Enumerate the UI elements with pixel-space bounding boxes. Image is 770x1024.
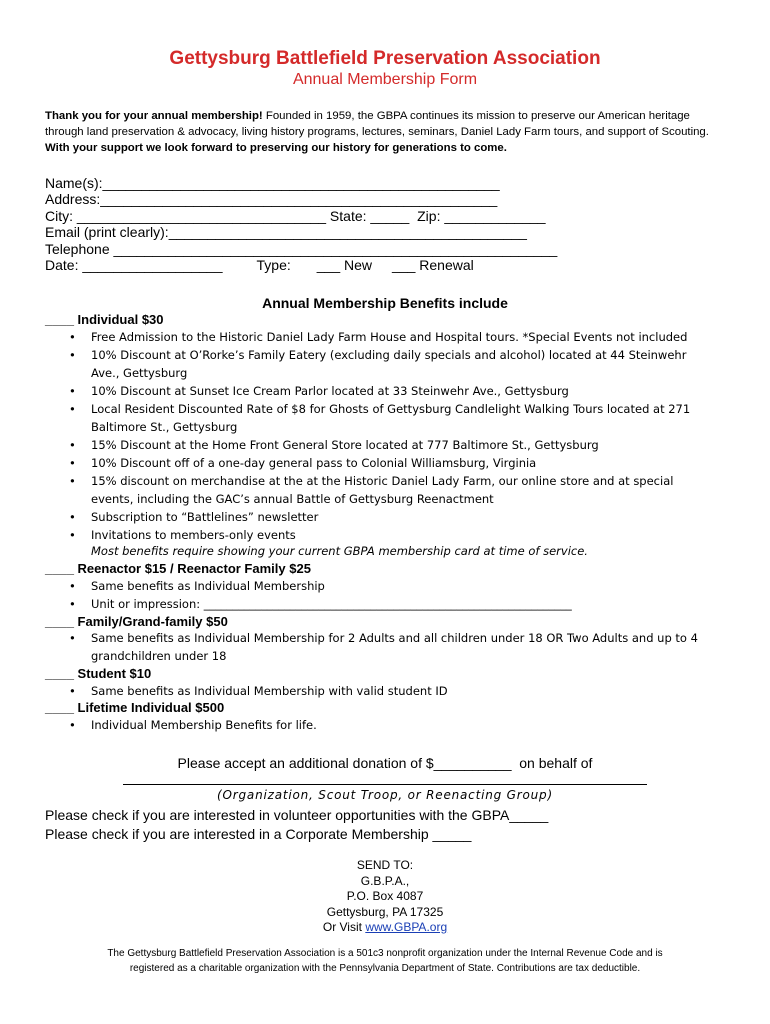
- date-field[interactable]: Date: __________________: [45, 256, 223, 273]
- reenactor-tier-option[interactable]: ____ Reenactor $15 / Reenactor Family $25: [45, 561, 311, 576]
- list-item: • Invitations to members-only events: [63, 526, 713, 544]
- organization-caption: (Organization, Scout Troop, or Reenacting Group): [217, 788, 553, 802]
- list-item: • Same benefits as Individual Membership for 2 Adults and all children under 18 OR Two Adults and up to 4 grandchildren under 18: [63, 629, 713, 665]
- student-benefits-list: [63, 682, 713, 700]
- page-title: Gettysburg Battlefield Preservation Association: [169, 48, 601, 69]
- intro-body: Founded in 1959, the GBPA continues its mission to preserve our American heritage through land preservation & advocacy, living history programs, lectures, seminars, Daniel Lady Farm tours, and support of Scouting.: [45, 110, 709, 139]
- new-checkbox[interactable]: ___ New: [316, 256, 373, 273]
- list-item: • Individual Membership Benefits for life.: [63, 716, 713, 734]
- list-item: • Subscription to “Battlelines” newsletter: [63, 508, 713, 526]
- list-item: • 15% Discount at the Home Front General Store located at 777 Baltimore St., Gettysburg: [63, 436, 713, 454]
- state-field[interactable]: State: _____: [326, 207, 410, 224]
- list-item: • 15% discount on merchandise at the at the Historic Daniel Lady Farm, our online store and at special events, including the GAC’s annual Battle of Gettysburg Reenactment: [63, 472, 713, 508]
- or-visit-text: Or Visit: [322, 920, 366, 934]
- email-field[interactable]: Email (print clearly):______________________________________________: [45, 224, 527, 241]
- benefits-note: Most benefits require showing your current GBPA membership card at time of service.: [91, 544, 588, 558]
- volunteer-check[interactable]: Please check if you are interested in volunteer opportunities with the GBPA_____: [45, 807, 549, 823]
- individual-tier-option[interactable]: ____ Individual $30: [45, 312, 164, 327]
- telephone-field[interactable]: Telephone _________________________________________________________: [45, 240, 558, 257]
- send-to-address: [0, 858, 770, 936]
- type-label: Type:: [256, 256, 291, 273]
- list-item: • 10% Discount at O’Rorke’s Family Eatery (excluding daily specials and alcohol) located at 44 Steinwehr Ave., Gettysburg: [63, 346, 713, 382]
- send-to-box: P.O. Box 4087: [346, 889, 424, 903]
- list-item: • Free Admission to the Historic Daniel Lady Farm House and Hospital tours. *Special Events not included: [63, 328, 713, 346]
- intro-support: With your support we look forward to preserving our history for generations to come.: [45, 142, 507, 155]
- name-field[interactable]: Name(s):___________________________________________________: [45, 175, 500, 191]
- intro-paragraph: [45, 108, 730, 157]
- lifetime-tier-option[interactable]: ____ Lifetime Individual $500: [45, 700, 225, 715]
- footer-line-2: registered as a charitable organization with the Pennsylvania Department of State. Contributions are tax deductible.: [129, 963, 641, 974]
- city-field[interactable]: City: ________________________________: [45, 207, 327, 224]
- corporate-check[interactable]: Please check if you are interested in a Corporate Membership _____: [45, 826, 472, 842]
- intro-thanks: Thank you for your annual membership!: [45, 110, 263, 122]
- visit-row: [0, 920, 770, 936]
- footer-disclaimer: [0, 946, 770, 976]
- member-info-fields: [45, 175, 557, 273]
- unit-impression-field[interactable]: • Unit or impression: ________________________________________________________________: [63, 595, 713, 613]
- list-item: • Local Resident Discounted Rate of $8 for Ghosts of Gettysburg Candlelight Walking Tours located at 271 Baltimore St., Gettysburg: [63, 400, 713, 436]
- footer-line-1: The Gettysburg Battlefield Preservation Association is a 501c3 nonprofit organization under the Internal Revenue Code and is: [107, 948, 663, 959]
- send-to-org: G.B.P.A.,: [360, 873, 410, 888]
- lifetime-benefits-list: [63, 716, 713, 734]
- list-item: • 10% Discount off of a one-day general pass to Colonial Williamsburg, Virginia: [63, 454, 713, 472]
- address-field[interactable]: Address:___________________________________________________: [45, 191, 498, 208]
- list-item: • 10% Discount at Sunset Ice Cream Parlor located at 33 Steinwehr Ave., Gettysburg: [63, 382, 713, 400]
- family-tier-option[interactable]: ____ Family/Grand-family $50: [45, 614, 228, 629]
- list-item: • Same benefits as Individual Membership with valid student ID: [63, 682, 713, 700]
- zip-field[interactable]: Zip: _____________: [409, 207, 546, 224]
- organization-line[interactable]: [123, 784, 647, 785]
- individual-benefits-list: [63, 328, 713, 544]
- donation-field[interactable]: Please accept an additional donation of $__________ on behalf of: [177, 755, 593, 771]
- family-benefits-list: [63, 629, 713, 665]
- send-to-label: SEND TO:: [356, 858, 414, 872]
- benefits-heading: Annual Membership Benefits include: [262, 295, 508, 311]
- website-link[interactable]: www.GBPA.org: [365, 920, 448, 934]
- form-subtitle: Annual Membership Form: [292, 71, 478, 88]
- city-state-zip-row: [45, 208, 557, 224]
- student-tier-option[interactable]: ____ Student $10: [45, 666, 152, 681]
- date-type-row: [45, 257, 557, 273]
- send-to-city: Gettysburg, PA 17325: [326, 904, 444, 919]
- list-item: • Same benefits as Individual Membership: [63, 577, 713, 595]
- renewal-checkbox[interactable]: ___ Renewal: [392, 256, 474, 273]
- reenactor-benefits-list: [63, 577, 713, 613]
